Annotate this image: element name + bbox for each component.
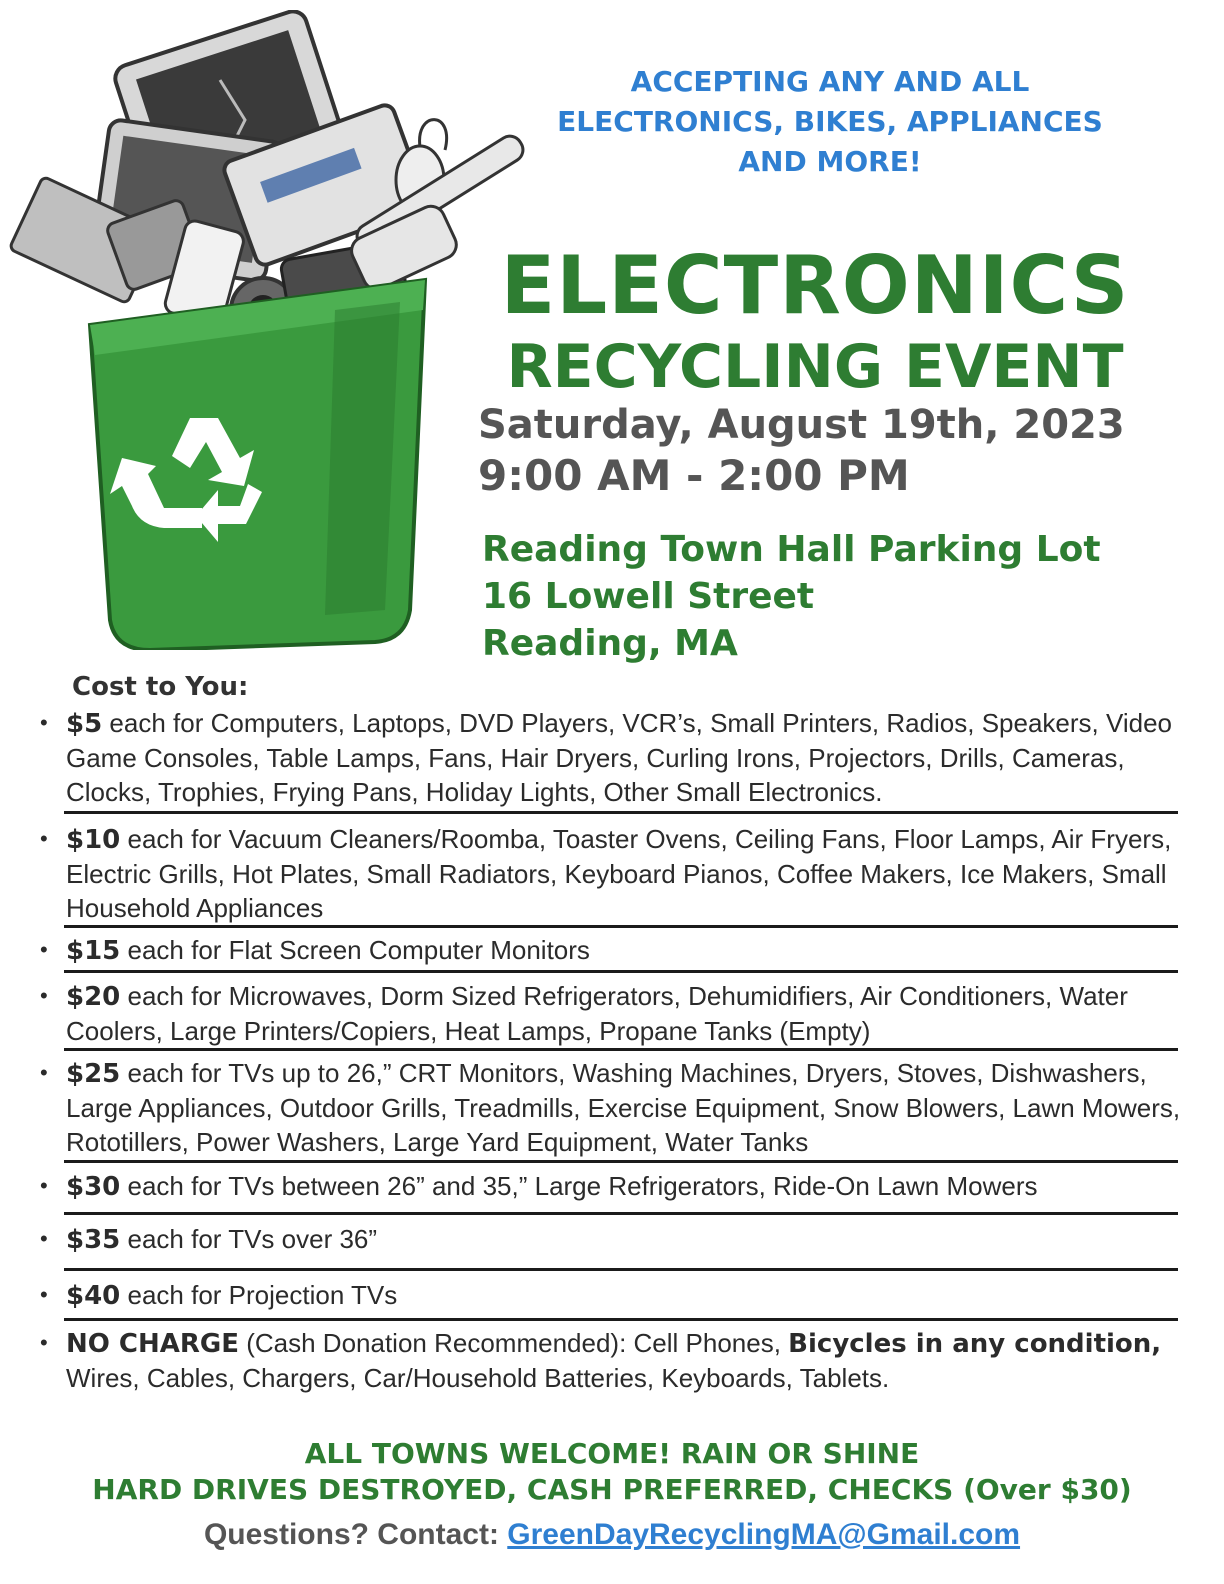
location-line: Reading Town Hall Parking Lot [482,529,1101,570]
event-time: 9:00 AM - 2:00 PM [478,451,910,500]
bullet: • [40,826,48,851]
accepting-banner [520,62,1140,182]
price: $5 [66,709,103,739]
price: $40 [66,1281,121,1311]
cost-heading: Cost to You: [72,672,249,702]
bullet: • [40,1173,48,1198]
divider [64,811,1178,814]
item-text: each for Flat Screen Computer Monitors [120,935,590,965]
accepting-line: ELECTRONICS, BIKES, APPLIANCES [557,105,1103,138]
divider [64,1160,1178,1163]
contact-label: Questions? Contact: [203,1518,508,1551]
electronics-pile [9,10,527,342]
item-text: each for Projection TVs [120,1280,398,1310]
bullet: • [40,937,48,962]
price: $20 [66,982,121,1012]
item-text: each for Vacuum Cleaners/Roomba, Toaster Ovens, Ceiling Fans, Floor Lamps, Air Fryers, Electric Grills, Hot Plates, Small Radiators, Keyboard Pianos, Coffee Makers, Ice Makers, Small Household Appliances [66,824,1172,923]
divider [64,1048,1178,1051]
event-date: Saturday, August 19th, 2023 [478,402,1125,448]
item-text: each for TVs over 36” [120,1224,378,1254]
item-text: each for Computers, Laptops, DVD Players, VCR’s, Small Printers, Radios, Speakers, Video Game Consoles, Table Lamps, Fans, Hair Dryers, Curling Irons, Projectors, Drills, Cameras, Clocks, Trophies, Frying Pans, Holiday Lights, Other Small Electronics. [66,708,1173,807]
divider [64,1318,1178,1321]
accepting-line: AND MORE! [738,145,922,178]
footer-welcome: ALL TOWNS WELCOME! RAIN OR SHINE [304,1437,920,1470]
price: $15 [66,936,121,966]
bullet: • [40,1226,48,1251]
accepting-line: ACCEPTING ANY AND ALL [630,65,1030,98]
bullet: • [40,1060,48,1085]
divider [64,925,1178,928]
item-text: each for Microwaves, Dorm Sized Refrigerators, Dehumidifiers, Air Conditioners, Water Coolers, Large Printers/Copiers, Heat Lamps, Propane Tanks (Empty) [66,981,1128,1046]
bullet: • [40,710,48,735]
item-text: each for TVs up to 26,” CRT Monitors, Washing Machines, Dryers, Stoves, Dishwashers, Large Appliances, Outdoor Grills, Treadmills, Exercise Equipment, Snow Blowers, Lawn Mowers, Rototillers, Power Washers, Large Yard Equipment, Water Tanks [66,1058,1181,1157]
event-title: ELECTRONICS [500,239,1130,332]
footer-payment-info: HARD DRIVES DESTROYED, CASH PREFERRED, CHECKS (Over $30) [92,1473,1132,1506]
item-text: (Cash Donation Recommended): Cell Phones, [239,1328,789,1358]
price: $25 [66,1059,121,1089]
price: $30 [66,1172,121,1202]
no-charge-label: NO CHARGE [66,1329,239,1359]
divider [64,970,1178,973]
recycle-bin-illustration [5,10,545,650]
divider [64,1212,1178,1215]
price: $10 [66,825,121,855]
event-subtitle: RECYCLING EVENT [506,332,1124,402]
divider [64,1268,1178,1271]
item-text: Wires, Cables, Chargers, Car/Household Batteries, Keyboards, Tablets. [66,1363,890,1393]
bullet: • [40,1330,48,1355]
bullet: • [40,1282,48,1307]
location-line: Reading, MA [482,623,738,664]
location-line: 16 Lowell Street [482,576,815,617]
contact-line [0,1518,1224,1552]
contact-email-link[interactable]: GreenDayRecyclingMA@Gmail.com [507,1518,1021,1551]
price: $35 [66,1225,121,1255]
bullet: • [40,983,48,1008]
item-text: each for TVs between 26” and 35,” Large Refrigerators, Ride-On Lawn Mowers [120,1171,1038,1201]
bicycles-note: Bicycles in any condition, [788,1329,1162,1359]
